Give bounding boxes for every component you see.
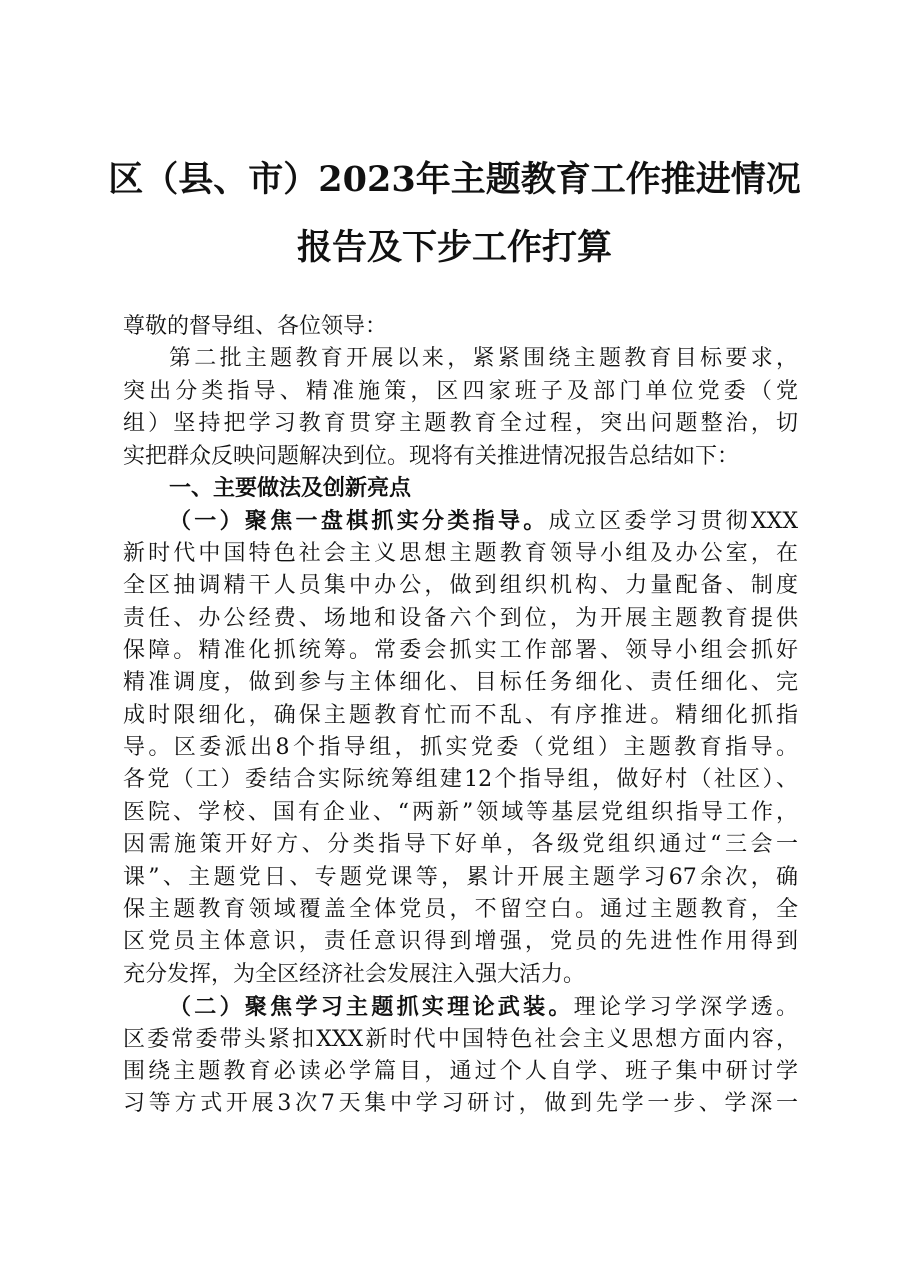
paragraph-line: 成时限细化，确保主题教育忙而不乱、有序推进。精细化抓指 <box>123 702 798 728</box>
paragraph-2-lead: （二）聚焦学习主题抓实理论武装。 <box>169 994 574 1021</box>
paragraph-line: 区委常委带头紧扣XXX新时代中国特色社会主义思想方面内容， <box>123 1026 798 1052</box>
document-title-line-2: 报告及下步工作打算 <box>296 227 612 268</box>
intro-line: 组）坚持把学习教育贯穿主题教育全过程，突出问题整治，切 <box>123 411 798 437</box>
paragraph-line: 围绕主题教育必读必学篇目，通过个人自学、班子集中研讨学 <box>123 1058 798 1084</box>
paragraph-line: 课”、主题党日、专题党课等，累计开展主题学习67余次，确 <box>123 864 798 890</box>
salutation: 尊敬的督导组、各位领导： <box>123 314 388 339</box>
paragraph-line: 保主题教育领域覆盖全体党员，不留空白。通过主题教育，全 <box>123 897 798 923</box>
paragraph-line: 新时代中国特色社会主义思想主题教育领导小组及办公室，在 <box>123 540 798 566</box>
paragraph-line: 习等方式开展3次7天集中学习研讨，做到先学一步、学深一 <box>123 1091 798 1117</box>
document-body <box>123 311 798 1121</box>
paragraph-1-lead: （一）聚焦一盘棋抓实分类指导。 <box>169 508 549 535</box>
paragraph-line: 全区抽调精干人员集中办公，做到组织机构、力量配备、制度 <box>123 573 798 599</box>
intro-line: 实把群众反映问题解决到位。现将有关推进情况报告总结如下： <box>123 443 740 469</box>
paragraph-line: 保障。精准化抓统筹。常委会抓实工作部署、领导小组会抓好 <box>123 637 798 663</box>
paragraph-line: 精准调度，做到参与主体细化、目标任务细化、责任细化、完 <box>123 670 798 696</box>
paragraph-1-first-rest: 成立区委学习贯彻XXX <box>548 509 798 535</box>
intro-paragraph <box>123 343 798 473</box>
paragraph-line: 各党（工）委结合实际统筹组建12个指导组，做好村（社区）、 <box>123 767 798 793</box>
paragraph-2-first-line <box>123 991 798 1023</box>
intro-line: 第二批主题教育开展以来，紧紧围绕主题教育目标要求， <box>169 346 798 372</box>
paragraph-2-first-rest: 理论学习学深学透。 <box>573 995 798 1021</box>
section-heading: 一、主要做法及创新亮点 <box>169 475 412 501</box>
paragraph-2 <box>123 991 798 1121</box>
document-title-line-1: 区（县、市）2023年主题教育工作推进情况 <box>108 159 801 200</box>
paragraph-line: 充分发挥，为全区经济社会发展注入强大活力。 <box>123 961 586 987</box>
paragraph-line: 医院、学校、国有企业、“两新”领域等基层党组织指导工作， <box>123 799 798 825</box>
paragraph-1-first-line <box>123 505 798 537</box>
paragraph-line: 区党员主体意识，责任意识得到增强，党员的先进性作用得到 <box>123 929 798 955</box>
intro-line: 突出分类指导、精准施策，区四家班子及部门单位党委（党 <box>123 378 798 404</box>
paragraph-1 <box>123 505 798 991</box>
paragraph-line: 责任、办公经费、场地和设备六个到位，为开展主题教育提供 <box>123 605 798 631</box>
paragraph-line: 导。区委派出8个指导组，抓实党委（党组）主题教育指导。 <box>123 735 798 761</box>
paragraph-line: 因需施策开好方、分类指导下好单，各级党组织通过“三会一 <box>123 832 798 858</box>
